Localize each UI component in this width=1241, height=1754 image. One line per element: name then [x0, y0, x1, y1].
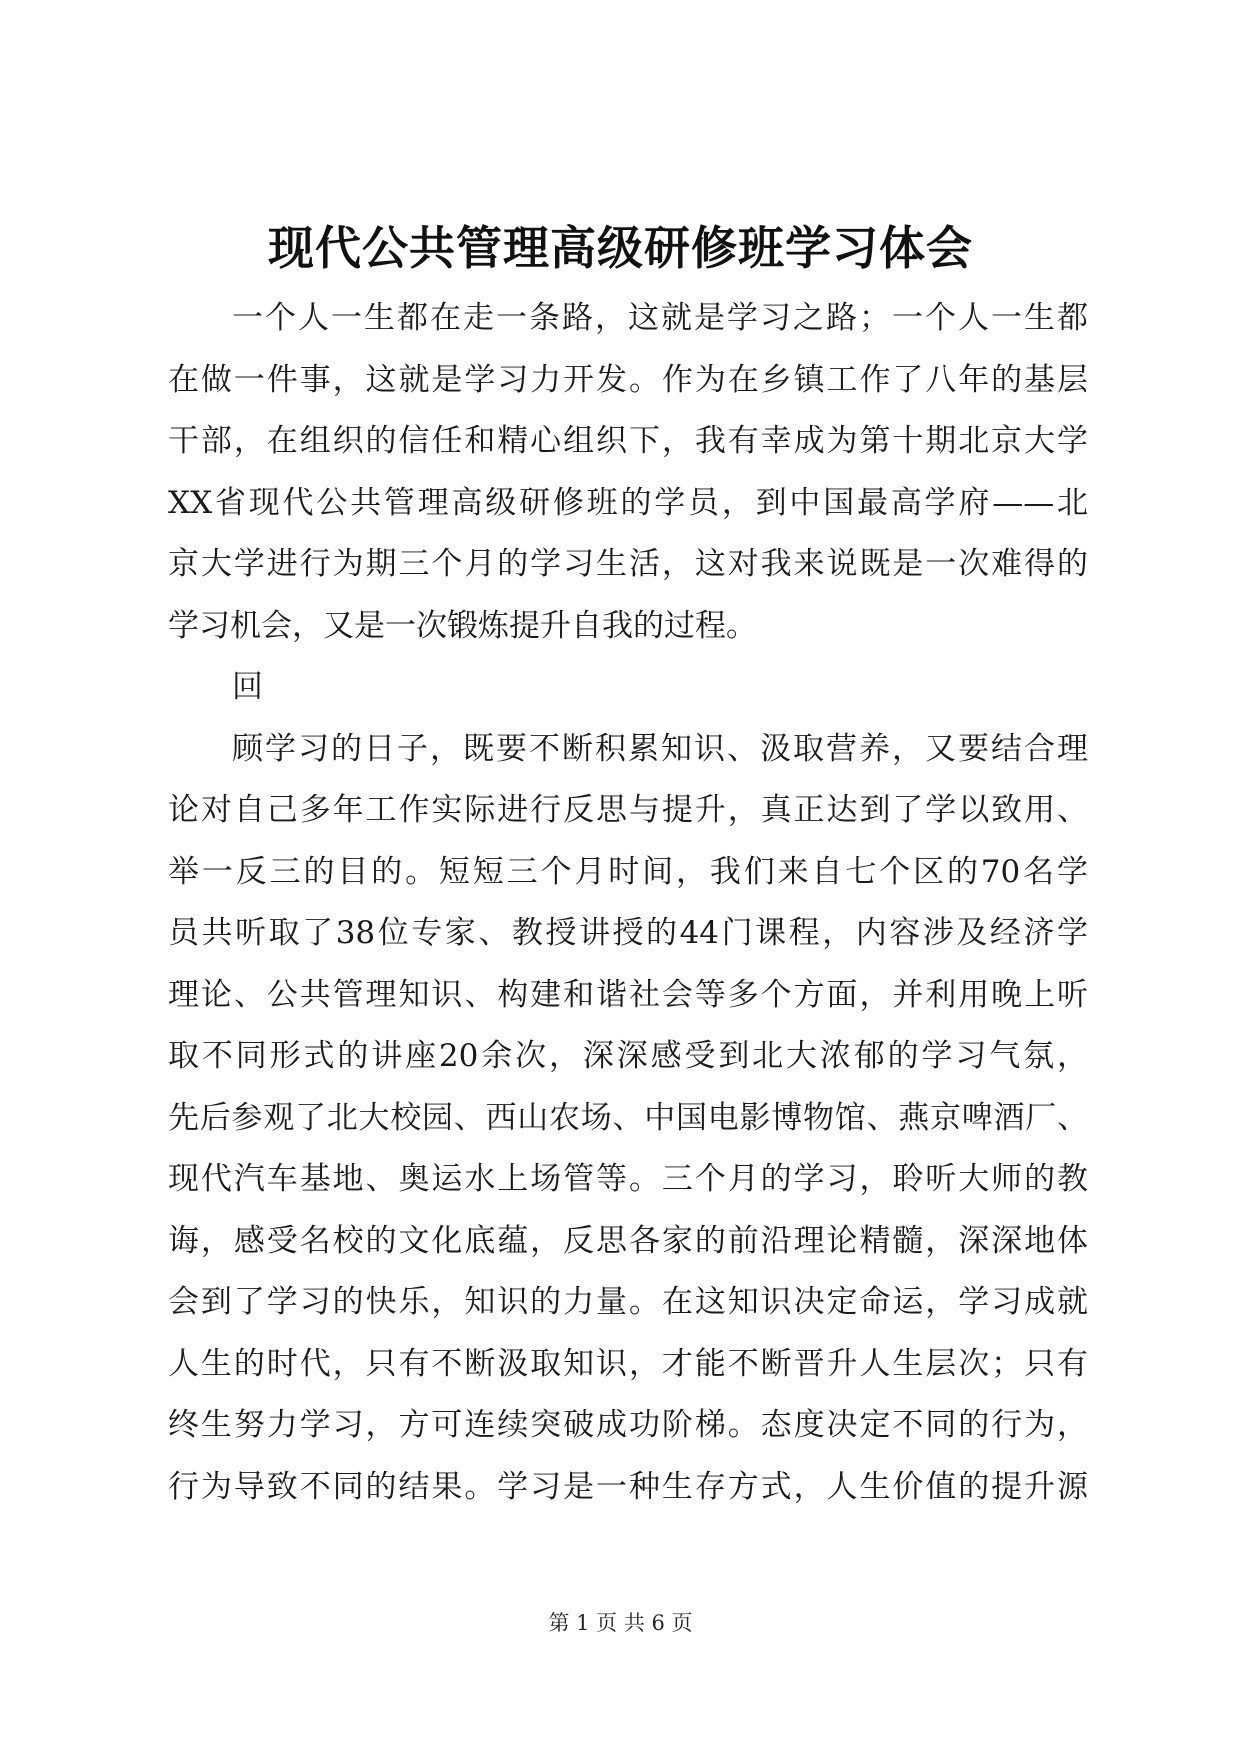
- paragraph-3-line: 论对自己多年工作实际进行反思与提升，真正达到了学以致用、: [168, 792, 1088, 828]
- paragraph-2-line: 回: [232, 669, 263, 705]
- paragraph-3-line: 行为导致不同的结果。学习是一种生存方式，人生价值的提升源: [168, 1468, 1088, 1505]
- paragraph-3-line: 取不同形式的讲座20余次，深深感受到北大浓郁的学习气氛，: [168, 1038, 1088, 1074]
- document-title: 现代公共管理高级研修班学习体会: [268, 221, 973, 275]
- paragraph-1-line: XX省现代公共管理高级研修班的学员，到中国最高学府——北: [168, 484, 1088, 521]
- paragraph-1-line: 京大学进行为期三个月的学习生活，这对我来说既是一次难得的: [168, 546, 1088, 582]
- paragraph-1-line: 干部，在组织的信任和精心组织下，我有幸成为第十期北京大学: [168, 423, 1088, 459]
- paragraph-3-line: 理论、公共管理知识、构建和谐社会等多个方面，并利用晚上听: [168, 976, 1088, 1013]
- paragraph-3-line: 终生努力学习，方可连续突破成功阶梯。态度决定不同的行为，: [168, 1407, 1088, 1443]
- paragraph-3-line: 诲，感受名校的文化底蕴，反思各家的前沿理论精髓，深深地体: [168, 1222, 1088, 1259]
- paragraph-1-line: 在做一件事，这就是学习力开发。作为在乡镇工作了八年的基层: [168, 361, 1088, 398]
- page-number-footer: 第 1 页 共 6 页: [548, 1611, 693, 1635]
- paragraph-3-line: 会到了学习的快乐，知识的力量。在这知识决定命运，学习成就: [168, 1284, 1088, 1320]
- paragraph-3-line: 员共听取了38位专家、教授讲授的44门课程，内容涉及经济学: [168, 915, 1088, 951]
- paragraph-1-line: 一个人一生都在走一条路，这就是学习之路；一个人一生都: [232, 300, 1088, 336]
- paragraph-3-line: 现代汽车基地、奥运水上场管等。三个月的学习，聆听大师的教: [168, 1161, 1088, 1197]
- paragraph-1-line: 学习机会，又是一次锻炼提升自我的过程。: [168, 607, 757, 644]
- paragraph-3-line: 举一反三的目的。短短三个月时间，我们来自七个区的70名学: [168, 853, 1088, 890]
- paragraph-3-line: 人生的时代，只有不断汲取知识，才能不断晋升人生层次；只有: [168, 1345, 1088, 1382]
- paragraph-3-line: 顾学习的日子，既要不断积累知识、汲取营养，又要结合理: [232, 730, 1088, 767]
- document-body: [168, 288, 1088, 1518]
- paragraph-3-line: 先后参观了北大校园、西山农场、中国电影博物馆、燕京啤酒厂、: [168, 1099, 1088, 1136]
